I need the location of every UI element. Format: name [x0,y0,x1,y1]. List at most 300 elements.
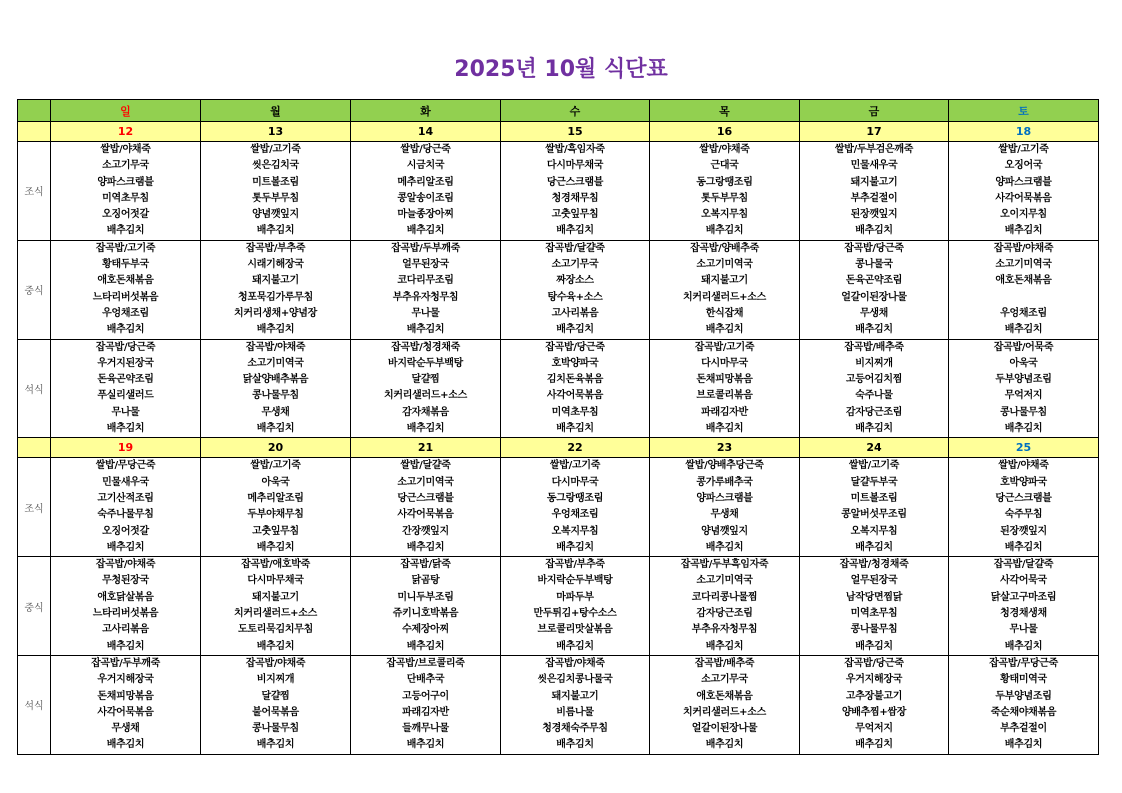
menu-item: 치커리샐러드+소스 [384,390,467,402]
menu-item: 바지락순두부백탕 [537,575,613,587]
menu-item: 짜장소스 [556,275,594,287]
date-cell: 22 [501,438,650,458]
menu-item: 양배추찜+쌈장 [841,706,907,718]
menu-item: 잡곡밥/애호박죽 [241,559,310,571]
date-cell: 12 [51,122,201,142]
menu-item: 오징어젓갈 [102,525,149,537]
menu-item: 소고기미역국 [696,575,753,587]
menu-item: 비지찌개 [855,357,893,369]
menu-item: 당근스크램블 [397,492,454,504]
menu-item: 죽순채야채볶음 [990,706,1057,718]
menu-item: 고기산적조림 [97,492,154,504]
menu-item: 톳두부무침 [252,192,299,204]
menu-item: 우거지해장국 [97,674,154,686]
menu-item: 콩알버섯무조림 [841,509,907,521]
menu-item: 닭살양배추볶음 [242,374,309,386]
menu-item: 달걀찜 [411,374,440,386]
menu-cell [800,557,949,656]
weekday-header: 화 [351,100,501,122]
menu-item: 쌀밥/고기죽 [998,144,1049,155]
menu-item: 다시마무채국 [247,575,304,587]
menu-item: 부추겉절이 [1000,723,1047,735]
meal-label: 석식 [18,655,51,754]
menu-item: 잡곡밥/어묵죽 [993,341,1054,353]
menu-item: 오징어젓갈 [102,209,149,221]
menu-item: 비지찌개 [256,674,295,686]
menu-item: 메추리알조림 [247,492,304,504]
date-cell: 20 [201,438,351,458]
menu-item: 남작당면찜닭 [845,591,903,603]
menu-item: 잡곡밥/당근죽 [95,341,156,353]
menu-item: 배추김치 [705,739,744,751]
menu-item: 배추김치 [855,423,893,435]
weekday-header: 목 [650,100,800,122]
menu-cell [351,142,501,241]
menu-item: 돈육곤약조림 [845,275,903,287]
menu-cell [51,557,201,656]
menu-item: 오징어국 [1004,160,1043,172]
menu-item: 간장깻잎지 [402,525,449,537]
menu-item: 치커리생채+양념장 [234,307,317,319]
menu-cell [650,142,800,241]
menu-item: 배추김치 [556,739,594,751]
menu-item: 민물새우국 [850,160,898,172]
menu-item: 아욱국 [1009,357,1038,369]
menu-item: 감자당근조림 [845,406,903,418]
menu-cell [351,458,501,557]
menu-item: 쌀밥/고기죽 [848,460,900,472]
menu-item: 씻은김치국 [252,160,299,172]
menu-item: 배추김치 [705,225,744,237]
date-cell: 13 [201,122,351,142]
menu-cell [949,655,1099,754]
menu-item: 쌀밥/고기죽 [250,144,301,155]
date-row-corner [18,438,51,458]
menu-item: 애호돈채볶음 [995,275,1052,287]
menu-item: 돼지불고기 [850,176,898,188]
menu-item: 탕수육+소스 [547,291,603,303]
menu-item: 배추김치 [705,541,744,553]
menu-item: 된장깻잎지 [1000,525,1047,537]
menu-item: 우거지된장국 [97,357,154,369]
menu-cell [51,458,201,557]
menu-item: 잡곡밥/야채죽 [245,657,306,669]
menu-item: 불어묵볶음 [252,706,299,718]
menu-cell [949,557,1099,656]
menu-item: 배추김치 [106,739,145,751]
menu-item: 잡곡밥/배추죽 [694,657,755,669]
weekday-header: 토 [949,100,1099,122]
menu-item: 고추장불고기 [845,690,903,702]
menu-item: 부추유자청무침 [392,291,459,303]
menu-item: 감자채볶음 [402,406,449,418]
weekday-header-row [18,100,1099,122]
menu-item: 아욱국 [261,476,290,488]
menu-item: 돈채피망볶음 [97,690,154,702]
menu-item: 닭곰탕 [411,575,440,587]
menu-item: 민물새우국 [102,476,149,488]
menu-cell [949,458,1099,557]
menu-item: 미트볼조림 [850,492,898,504]
menu-cell [201,240,351,339]
menu-item: 소고기미역국 [397,476,454,488]
menu-item: 소고기무국 [102,160,149,172]
menu-item: 동그랑땡조림 [546,492,604,504]
menu-item: 쌀밥/당근죽 [400,144,451,155]
menu-item: 배추김치 [406,541,445,553]
menu-item: 배추김치 [1004,739,1043,751]
menu-cell [800,240,949,339]
menu-item: 쌀밥/흑임자죽 [545,144,605,155]
menu-cell [51,339,201,438]
menu-item: 잡곡밥/야채죽 [95,559,156,571]
menu-item: 잡곡밥/당근죽 [545,341,605,353]
menu-item: 사각어묵국 [1000,575,1047,587]
menu-item: 잡곡밥/야채죽 [993,242,1054,254]
menu-cell [650,339,800,438]
menu-item: 콩나물국 [855,259,893,271]
menu-item: 청경채숙주무침 [542,723,608,735]
menu-item: 배추김치 [556,640,594,652]
menu-item: 양파스크램블 [97,176,154,188]
menu-cell [501,142,650,241]
menu-item: 사각어묵볶음 [397,509,454,521]
menu-item: 숙주나물무침 [97,509,154,521]
lunch-row [18,557,1099,656]
menu-item: 양념깻잎지 [252,209,299,221]
menu-item: 쌀밥/야채죽 [100,144,151,155]
menu-item: 무생채 [710,509,739,521]
menu-item: 코다리콩나물찜 [691,591,758,603]
menu-item: 콩가루배추국 [696,476,753,488]
menu-item: 바지락순두부백탕 [388,357,463,369]
menu-item: 두부양념조림 [995,374,1052,386]
menu-item: 잡곡밥/야채죽 [245,341,306,353]
menu-item: 우엉채조림 [1000,307,1047,319]
menu-item: 씻은김치콩나물국 [537,674,613,686]
menu-item: 치커리샐러드+소스 [683,706,766,718]
menu-item: 다시마무국 [551,476,599,488]
menu-cell [650,240,800,339]
menu-cell [201,339,351,438]
menu-item: 무나물 [411,307,440,319]
menu-item: 수제장아찌 [402,624,449,636]
menu-item: 브로콜리맛살볶음 [537,624,613,636]
menu-cell [800,458,949,557]
menu-item: 잡곡밥/고기죽 [694,341,755,353]
weekday-header: 일 [51,100,201,122]
menu-item: 콩나물무침 [252,723,299,735]
menu-item: 잡곡밥/두부깨죽 [391,242,460,254]
menu-item: 고춧잎무침 [551,209,599,221]
menu-item: 당근스크램블 [546,176,604,188]
date-row-corner [18,122,51,142]
menu-item: 오복지무침 [551,525,599,537]
menu-item: 잡곡밥/배추죽 [844,341,904,353]
menu-item: 고등어구이 [402,690,449,702]
menu-item: 도토리묵김치무침 [238,624,313,636]
menu-item: 잡곡밥/고기죽 [95,242,156,254]
menu-item: 배추김치 [256,640,295,652]
menu-cell [201,557,351,656]
menu-item: 양념깻잎지 [701,525,748,537]
menu-cell [650,458,800,557]
menu-cell [501,557,650,656]
menu-cell [201,655,351,754]
menu-item: 얼갈이된장나물 [691,723,758,735]
menu-item: 무억저지 [1004,390,1043,402]
menu-cell [351,655,501,754]
menu-cell [351,339,501,438]
dinner-row [18,339,1099,438]
menu-cell [800,339,949,438]
menu-item: 배추김치 [1004,225,1043,237]
date-cell: 24 [800,438,949,458]
menu-cell [501,240,650,339]
menu-item: 쌀밥/고기죽 [549,460,601,472]
menu-item: 쌀밥/고기죽 [250,460,301,472]
dinner-row [18,655,1099,754]
menu-item: 잡곡밥/부추죽 [245,242,306,254]
menu-item: 미역초무침 [551,406,599,418]
weekday-header: 월 [201,100,351,122]
menu-item: 잡곡밥/부추죽 [545,559,605,571]
meal-label: 중식 [18,240,51,339]
menu-item: 호박양파국 [1000,476,1047,488]
menu-item: 부추유자청무침 [691,624,758,636]
menu-item: 잡곡밥/두부깨죽 [91,657,160,669]
menu-item: 무생채 [111,723,140,735]
menu-item: 배추김치 [556,423,594,435]
menu-item: 시금치국 [406,160,445,172]
date-row [18,438,1099,458]
menu-item: 청경채무침 [551,192,599,204]
menu-item: 배추김치 [855,225,893,237]
menu-item: 배추김치 [256,739,295,751]
menu-item: 쥬키니호박볶음 [392,608,459,620]
menu-item: 잡곡밥/달걀죽 [545,242,605,254]
date-cell: 21 [351,438,501,458]
menu-item: 오이지무침 [1000,209,1047,221]
menu-item: 메추리알조림 [397,176,454,188]
menu-item: 소고기미역국 [696,259,753,271]
meal-label: 석식 [18,339,51,438]
lunch-row [18,240,1099,339]
menu-cell [51,240,201,339]
menu-item: 잡곡밥/야채죽 [545,657,605,669]
menu-item: 배추김치 [855,324,893,336]
menu-item: 다시마무국 [701,357,748,369]
menu-cell [201,458,351,557]
menu-item: 잡곡밥/당근죽 [844,657,904,669]
menu-item: 배추김치 [855,541,893,553]
menu-item: 브로콜리볶음 [696,390,753,402]
menu-item: 잡곡밥/닭죽 [400,559,451,571]
menu-cell [501,655,650,754]
menu-item: 콩알송이조림 [397,192,454,204]
menu-item: 한식잡채 [705,307,744,319]
menu-item: 무억저지 [855,723,893,735]
date-cell: 25 [949,438,1099,458]
menu-item: 배추김치 [855,739,893,751]
menu-item: 두부야채무침 [247,509,304,521]
menu-item: 오복지무침 [701,209,748,221]
menu-cell [800,142,949,241]
menu-item: 잡곡밥/청경채죽 [391,341,460,353]
menu-item: 마늘종장아찌 [397,209,454,221]
date-cell: 18 [949,122,1099,142]
menu-item: 황태두부국 [102,259,149,271]
meal-label: 조식 [18,458,51,557]
menu-item: 잡곡밥/브로콜리죽 [386,657,465,669]
menu-item: 애호돈채볶음 [97,275,154,287]
menu-item: 무청된장국 [102,575,149,587]
menu-item: 미니두부조림 [397,591,454,603]
menu-item: 사각어묵볶음 [995,192,1052,204]
menu-item: 배추김치 [1004,324,1043,336]
menu-item: 숙주나물 [855,390,893,402]
menu-item: 배추김치 [556,324,594,336]
menu-item: 잡곡밥/무당근죽 [989,657,1058,669]
breakfast-row [18,142,1099,241]
menu-item: 쌀밥/야채죽 [699,144,750,155]
menu-item: 사각어묵볶음 [546,390,604,402]
menu-item: 돈육곤약조림 [97,374,154,386]
weekday-header: 금 [800,100,949,122]
menu-item: 닭살고구마조림 [990,591,1057,603]
date-cell: 16 [650,122,800,142]
menu-item: 콩나물무침 [850,624,898,636]
menu-cell [51,655,201,754]
menu-item: 오복지무침 [850,525,898,537]
menu-cell [351,240,501,339]
menu-item: 배추김치 [106,541,145,553]
menu-item: 콩나물무침 [1000,406,1047,418]
menu-cell [501,458,650,557]
menu-item: 파래김자반 [701,406,748,418]
menu-item: 무나물 [1009,624,1038,636]
menu-item: 잡곡밥/달걀죽 [993,559,1054,571]
menu-item: 애호닭살볶음 [97,591,154,603]
menu-item: 우엉채조림 [551,509,599,521]
menu-item: 콩나물무침 [252,390,299,402]
menu-item: 미역초무침 [102,192,149,204]
date-cell: 17 [800,122,949,142]
menu-item: 배추김치 [106,324,145,336]
menu-item: 달걀찜 [261,690,290,702]
menu-item: 치커리샐러드+소스 [683,291,766,303]
menu-item: 배추김치 [256,324,295,336]
menu-item: 배추김치 [256,423,295,435]
menu-item: 배추김치 [406,324,445,336]
meal-plan-table [17,99,1099,755]
breakfast-row [18,458,1099,557]
menu-item: 배추김치 [106,423,145,435]
menu-item: 톳두부무침 [701,192,748,204]
menu-item: 잡곡밥/청경채죽 [839,559,909,571]
menu-cell [949,240,1099,339]
menu-item: 우거지해장국 [845,674,903,686]
menu-item: 배추김치 [106,225,145,237]
date-cell: 15 [501,122,650,142]
menu-item: 부추겉절이 [850,192,898,204]
menu-item: 소고기미역국 [247,357,304,369]
menu-item: 느타리버섯볶음 [92,608,159,620]
menu-item: 애호돈채볶음 [696,690,753,702]
menu-item: 배추김치 [705,324,744,336]
menu-item: 돼지불고기 [551,690,599,702]
menu-item: 배추김치 [406,423,445,435]
menu-item: 배추김치 [406,640,445,652]
menu-cell [949,142,1099,241]
menu-item: 고춧잎무침 [252,525,299,537]
menu-item: 돼지불고기 [252,275,299,287]
menu-item: 쌀밥/야채죽 [998,460,1049,472]
menu-item: 두부양념조림 [995,690,1052,702]
menu-cell [949,339,1099,438]
menu-item: 느타리버섯볶음 [92,291,159,303]
menu-item: 사각어묵볶음 [97,706,154,718]
menu-item: 배추김치 [406,225,445,237]
menu-item: 배추김치 [256,225,295,237]
menu-item: 시래기해장국 [247,259,304,271]
menu-item: 김치돈육볶음 [546,374,604,386]
menu-item: 코다리무조림 [397,275,454,287]
menu-item: 당근스크램블 [995,492,1052,504]
menu-item: 잡곡밥/양배추죽 [690,242,759,254]
menu-item: 단배추국 [406,674,445,686]
weekday-header: 수 [501,100,650,122]
menu-item: 호박양파국 [551,357,599,369]
date-cell: 14 [351,122,501,142]
menu-cell [650,655,800,754]
header-corner-cell [18,100,51,122]
menu-item: 근대국 [710,160,739,172]
menu-item: 배추김치 [1004,640,1043,652]
menu-item: 쌀밥/달걀죽 [400,460,451,472]
menu-item: 무나물 [111,406,140,418]
menu-cell [650,557,800,656]
menu-item: 소고기무국 [551,259,599,271]
menu-item: 얼무된장국 [850,575,898,587]
menu-cell [501,339,650,438]
menu-cell [800,655,949,754]
menu-item: 숙주무침 [1004,509,1043,521]
menu-item: 청경채생채 [1000,608,1047,620]
menu-item: 배추김치 [406,739,445,751]
menu-item: 소고기무국 [701,674,748,686]
menu-item: 배추김치 [556,541,594,553]
menu-item: 배추김치 [855,640,893,652]
menu-item: 다시마무채국 [546,160,604,172]
menu-item: 배추김치 [1004,541,1043,553]
menu-item: 푸실리샐러드 [97,390,154,402]
meal-label: 중식 [18,557,51,656]
menu-item: 양파스크램블 [995,176,1052,188]
menu-cell [201,142,351,241]
date-cell: 23 [650,438,800,458]
menu-item: 미역초무침 [850,608,898,620]
menu-item: 달걀두부국 [850,476,898,488]
menu-item: 배추김치 [256,541,295,553]
menu-item: 치커리샐러드+소스 [234,608,317,620]
menu-item: 동그랑땡조림 [696,176,753,188]
menu-item: 얼갈이된장나물 [841,291,907,303]
date-row [18,122,1099,142]
menu-item: 무생채 [859,307,889,319]
menu-item: 돼지불고기 [701,275,748,287]
menu-item: 배추김치 [556,225,594,237]
